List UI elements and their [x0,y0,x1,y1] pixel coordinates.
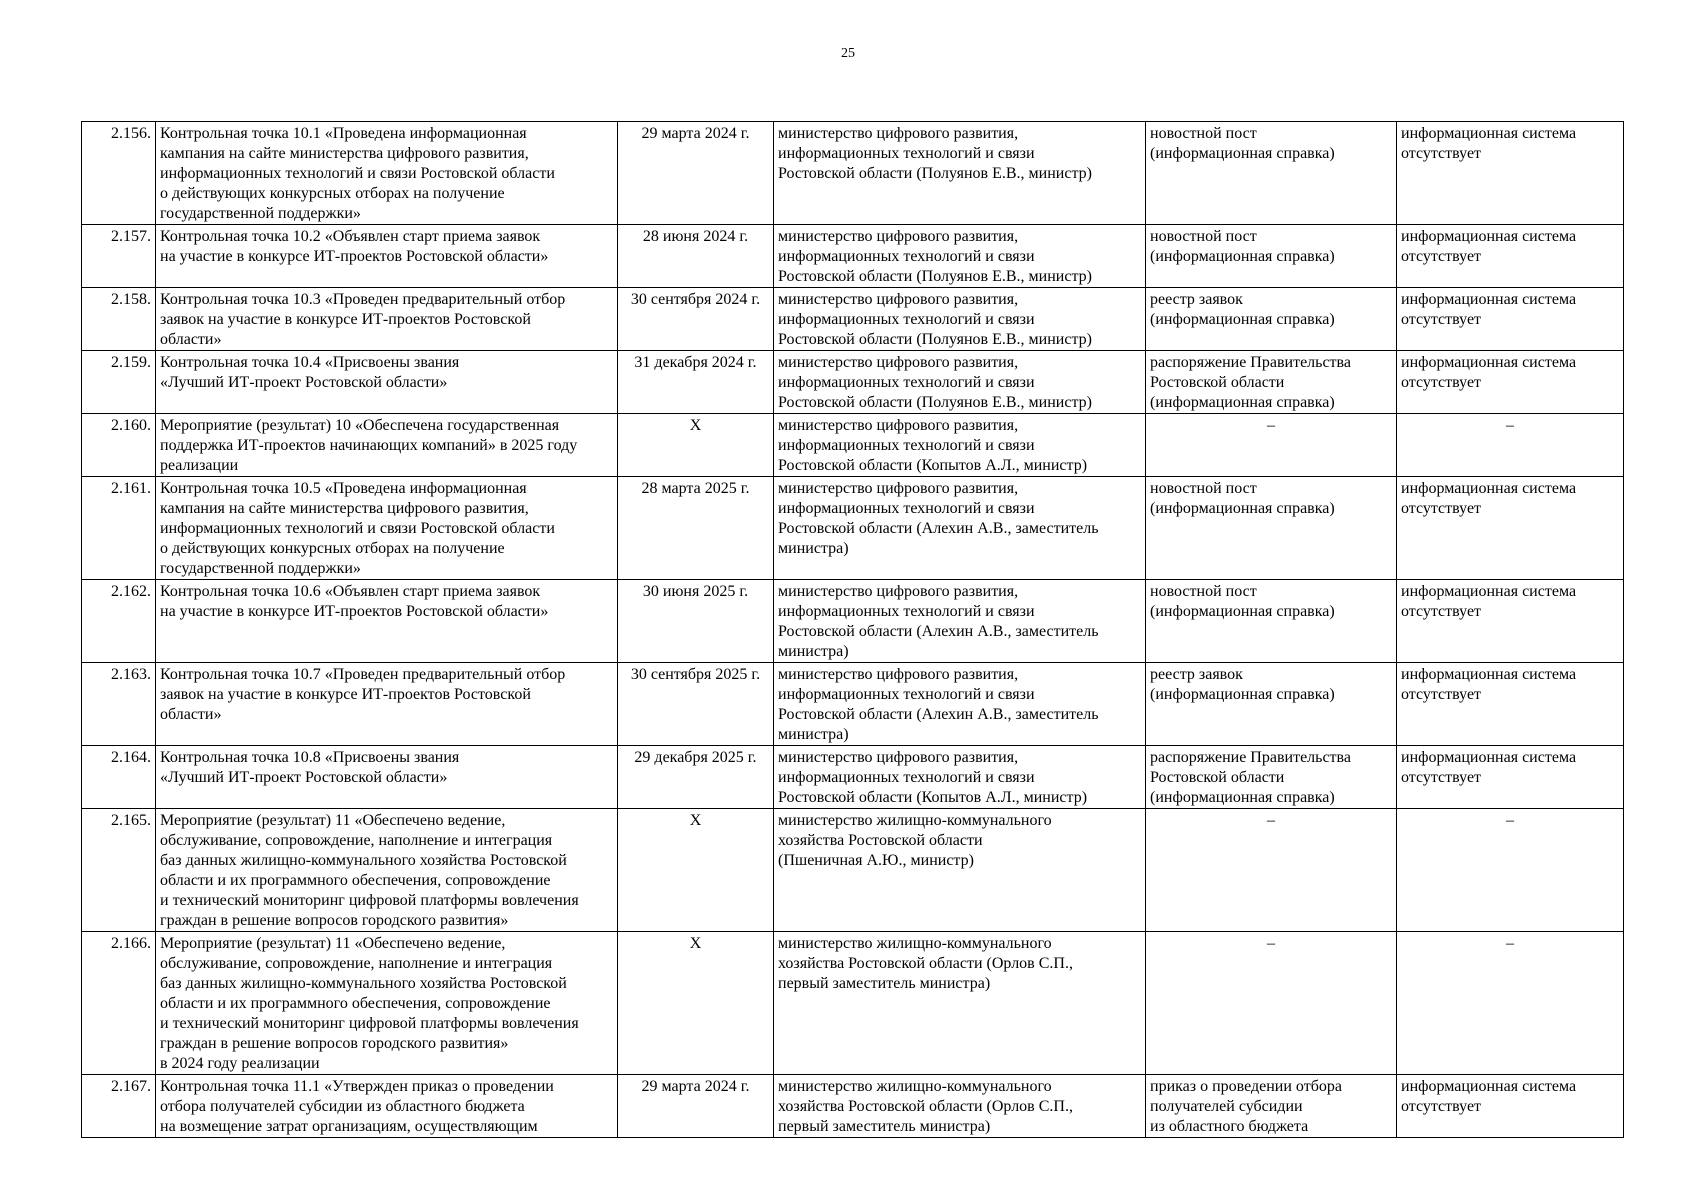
table-row [82,351,1624,414]
confirming-document: распоряжение Правительства Ростовской области (информационная справка) [1146,746,1397,809]
row-number: 2.161. [82,477,156,580]
deadline-date: 29 марта 2024 г. [618,1075,774,1138]
table-row [82,932,1624,1075]
confirming-document: приказ о проведении отбора получателей субсидии из областного бюджета [1146,1075,1397,1138]
information-system: информационная система отсутствует [1397,580,1624,663]
page-number: 25 [841,46,855,61]
event-name: Контрольная точка 10.8 «Присвоены звания «Лучший ИТ-проект Ростовской области» [156,746,618,809]
table-row [82,414,1624,477]
responsible-executor: министерство цифрового развития, информационных технологий и связи Ростовской области (Копытов А.Л., министр) [774,414,1146,477]
table-row [82,477,1624,580]
confirming-document: – [1146,809,1397,932]
deadline-date: 29 декабря 2025 г. [618,746,774,809]
confirming-document: новостной пост (информационная справка) [1146,225,1397,288]
confirming-document: новостной пост (информационная справка) [1146,580,1397,663]
information-system: – [1397,414,1624,477]
row-number: 2.164. [82,746,156,809]
confirming-document: – [1146,414,1397,477]
confirming-document: новостной пост (информационная справка) [1146,122,1397,225]
deadline-date: X [618,809,774,932]
table-row [82,580,1624,663]
deadline-date: X [618,414,774,477]
information-system: информационная система отсутствует [1397,663,1624,746]
event-name: Контрольная точка 10.1 «Проведена информационная кампания на сайте министерства цифрового развития, информационных технологий и связи Ростовской области о действующих конкурсных отборах на получение государственной поддержки» [156,122,618,225]
table-row [82,663,1624,746]
row-number: 2.156. [82,122,156,225]
deadline-date: 30 июня 2025 г. [618,580,774,663]
table-row [82,1075,1624,1138]
information-system: информационная система отсутствует [1397,477,1624,580]
responsible-executor: министерство цифрового развития, информационных технологий и связи Ростовской области (Алехин А.В., заместитель министра) [774,663,1146,746]
responsible-executor: министерство цифрового развития, информационных технологий и связи Ростовской области (Полуянов Е.В., министр) [774,122,1146,225]
information-system: информационная система отсутствует [1397,351,1624,414]
event-name: Мероприятие (результат) 11 «Обеспечено ведение, обслуживание, сопровождение, наполнение и интеграция баз данных жилищно-коммунального хозяйства Ростовской области и их программного обеспечения, сопровождение и технический мониторинг цифровой платформы вовлечения граждан в решение вопросов городского развития» в 2024 году реализации [156,932,618,1075]
responsible-executor: министерство цифрового развития, информационных технологий и связи Ростовской области (Копытов А.Л., министр) [774,746,1146,809]
row-number: 2.167. [82,1075,156,1138]
deadline-date: 30 сентября 2024 г. [618,288,774,351]
information-system: информационная система отсутствует [1397,746,1624,809]
event-name: Мероприятие (результат) 11 «Обеспечено ведение, обслуживание, сопровождение, наполнение и интеграция баз данных жилищно-коммунального хозяйства Ростовской области и их программного обеспечения, сопровождение и технический мониторинг цифровой платформы вовлечения граждан в решение вопросов городского развития» [156,809,618,932]
row-number: 2.159. [82,351,156,414]
event-name: Контрольная точка 10.3 «Проведен предварительный отбор заявок на участие в конкурсе ИТ-проектов Ростовской области» [156,288,618,351]
deadline-date: 30 сентября 2025 г. [618,663,774,746]
table-row [82,746,1624,809]
deadline-date: 29 марта 2024 г. [618,122,774,225]
plan-table-body [82,122,1624,1138]
responsible-executor: министерство жилищно-коммунального хозяйства Ростовской области (Орлов С.П., первый заместитель министра) [774,932,1146,1075]
table-row [82,225,1624,288]
event-name: Контрольная точка 11.1 «Утвержден приказ о проведении отбора получателей субсидии из областного бюджета на возмещение затрат организациям, осуществляющим [156,1075,618,1138]
row-number: 2.163. [82,663,156,746]
deadline-date: 28 марта 2025 г. [618,477,774,580]
row-number: 2.165. [82,809,156,932]
event-name: Контрольная точка 10.5 «Проведена информационная кампания на сайте министерства цифрового развития, информационных технологий и связи Ростовской области о действующих конкурсных отборах на получение государственной поддержки» [156,477,618,580]
deadline-date: 31 декабря 2024 г. [618,351,774,414]
row-number: 2.162. [82,580,156,663]
row-number: 2.166. [82,932,156,1075]
event-name: Контрольная точка 10.2 «Объявлен старт приема заявок на участие в конкурсе ИТ-проектов Ростовской области» [156,225,618,288]
responsible-executor: министерство цифрового развития, информационных технологий и связи Ростовской области (Алехин А.В., заместитель министра) [774,477,1146,580]
deadline-date: X [618,932,774,1075]
responsible-executor: министерство цифрового развития, информационных технологий и связи Ростовской области (Алехин А.В., заместитель министра) [774,580,1146,663]
responsible-executor: министерство цифрового развития, информационных технологий и связи Ростовской области (Полуянов Е.В., министр) [774,288,1146,351]
confirming-document: реестр заявок (информационная справка) [1146,663,1397,746]
responsible-executor: министерство цифрового развития, информационных технологий и связи Ростовской области (Полуянов Е.В., министр) [774,225,1146,288]
deadline-date: 28 июня 2024 г. [618,225,774,288]
information-system: – [1397,932,1624,1075]
plan-table [81,121,1624,1138]
responsible-executor: министерство цифрового развития, информационных технологий и связи Ростовской области (Полуянов Е.В., министр) [774,351,1146,414]
event-name: Контрольная точка 10.7 «Проведен предварительный отбор заявок на участие в конкурсе ИТ-проектов Ростовской области» [156,663,618,746]
event-name: Контрольная точка 10.6 «Объявлен старт приема заявок на участие в конкурсе ИТ-проектов Ростовской области» [156,580,618,663]
row-number: 2.158. [82,288,156,351]
information-system: информационная система отсутствует [1397,1075,1624,1138]
row-number: 2.160. [82,414,156,477]
information-system: информационная система отсутствует [1397,122,1624,225]
information-system: – [1397,809,1624,932]
row-number: 2.157. [82,225,156,288]
event-name: Мероприятие (результат) 10 «Обеспечена государственная поддержка ИТ-проектов начинающих компаний» в 2025 году реализации [156,414,618,477]
confirming-document: распоряжение Правительства Ростовской области (информационная справка) [1146,351,1397,414]
table-row [82,288,1624,351]
confirming-document: новостной пост (информационная справка) [1146,477,1397,580]
responsible-executor: министерство жилищно-коммунального хозяйства Ростовской области (Пшеничная А.Ю., министр) [774,809,1146,932]
event-name: Контрольная точка 10.4 «Присвоены звания «Лучший ИТ-проект Ростовской области» [156,351,618,414]
information-system: информационная система отсутствует [1397,225,1624,288]
responsible-executor: министерство жилищно-коммунального хозяйства Ростовской области (Орлов С.П., первый заместитель министра) [774,1075,1146,1138]
confirming-document: – [1146,932,1397,1075]
table-row [82,122,1624,225]
table-row [82,809,1624,932]
confirming-document: реестр заявок (информационная справка) [1146,288,1397,351]
information-system: информационная система отсутствует [1397,288,1624,351]
